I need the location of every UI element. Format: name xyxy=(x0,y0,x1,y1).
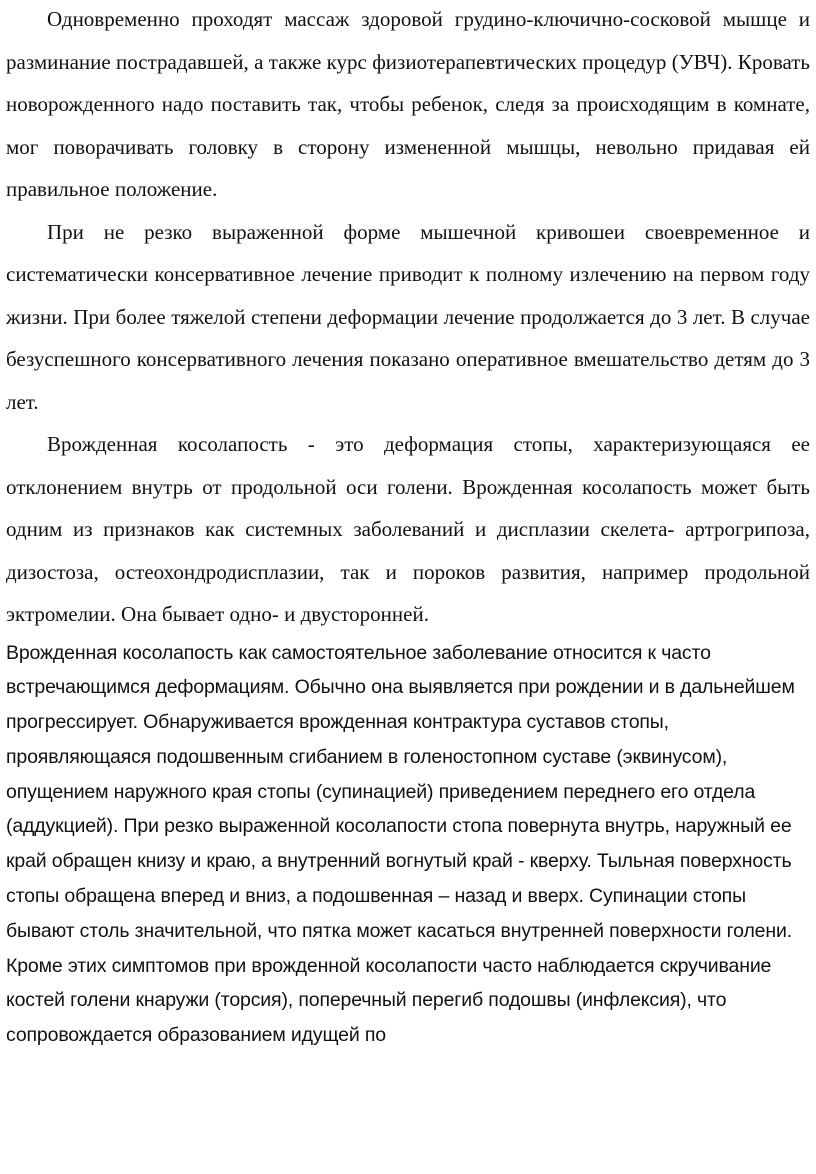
paragraph-clubfoot-description: Врожденная косолапость как самостоятельное заболевание относится к часто встречающимся деформациям. Обычно она выявляется при рождении и в дальнейшем прогрессирует. Обнаруживается врожденная контрактура суставов стопы, проявляющаяся подошвенным сгибанием в голеностопном суставе (эквинусом), опущением наружного края стопы (супинацией) приведением переднего его отдела (аддукцией). При резко выраженной косолапости стопа повернута внутрь, наружный ее край обращен книзу и краю, а внутренний вогнутый край - кверху. Тыльная поверхность стопы обращена вперед и вниз, а подошвенная – назад и вверх. Супинации стопы бывают столь значительной, что пятка может касаться внутренней поверхности голени. Кроме этих симптомов при врожденной косолапости часто наблюдается скручивание костей голени кнаружи (торсия), поперечный перегиб подошвы (инфлексия), что сопровождается образованием идущей по xyxy=(6,641,795,1047)
paragraph-massage: Одновременно проходят массаж здоровой грудино-ключично-сосковой мышце и разминание пострадавшей, а также курс физиотерапевтических процедур (УВЧ). Кровать новорожденного надо поставить так, чтобы ребенок, следя за происходящим в комнате, мог поворачивать головку в сторону измененной мышцы, невольно придавая ей правильное положение. xyxy=(6,7,810,201)
paragraph-torticollis-treatment: При не резко выраженной форме мышечной кривошеи своевременное и систематически консервативное лечение приводит к полному излечению на первом году жизни. При более тяжелой степени деформации лечение продолжается до 3 лет. В случае безуспешного консервативного лечения показано оперативное вмешательство детям до 3 лет. xyxy=(6,219,810,414)
paragraph-clubfoot-definition: Врожденная косолапость - это деформация стопы, характеризующаяся ее отклонением внутрь от продольной оси голени. Врожденная косолапость может быть одним из признаков как системных заболеваний и дисплазии скелета- артрогрипоза, дизостоза, остеохондродисплазии, так и пороков развития, например продольной эктромелии. Она бывает одно- и двусторонней. xyxy=(6,432,810,626)
sans-text-block xyxy=(6,636,810,1054)
serif-text-block xyxy=(6,0,810,636)
